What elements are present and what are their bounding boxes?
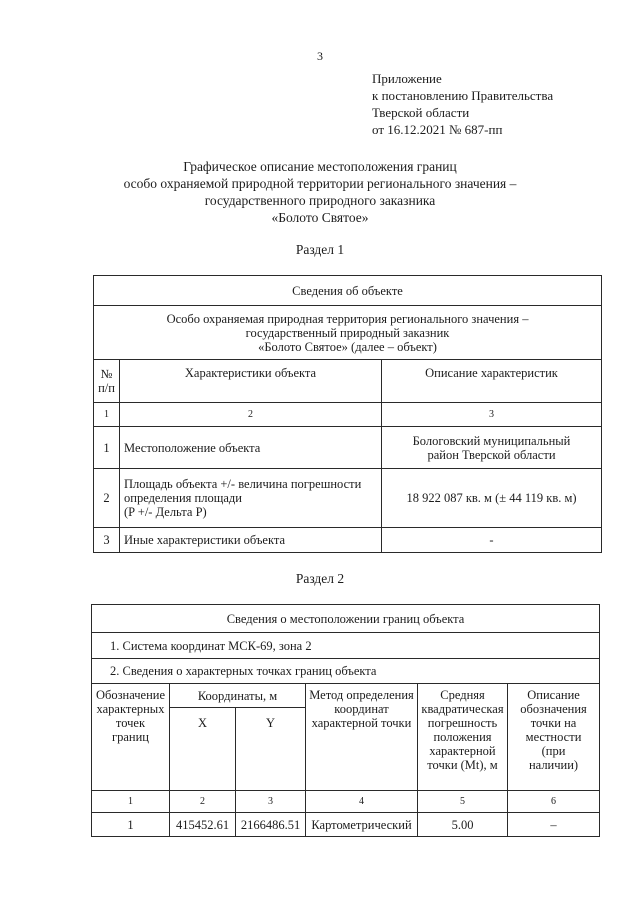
column-number: 2 (170, 791, 236, 813)
coord-system: 1. Система координат МСК-69, зона 2 (92, 633, 600, 659)
row-name (120, 469, 382, 528)
header-line: характерной (429, 744, 496, 758)
appendix-line: к постановлению Правительства (372, 88, 554, 103)
coord-system-row (92, 633, 600, 659)
page-number: 3 (317, 49, 323, 63)
table-caption-row (94, 276, 602, 306)
header-description (508, 684, 600, 791)
row-name-line: (P +/- Дельта P) (124, 505, 207, 519)
object-name-line: Особо охраняемая природная территория регионального значения – (166, 311, 529, 326)
row-name (120, 427, 382, 469)
column-number: 6 (508, 791, 600, 813)
header-description: Описание характеристик (382, 360, 602, 403)
table-row (92, 813, 600, 837)
table-row (94, 427, 602, 469)
row-number: 2 (94, 469, 120, 528)
row-number: 3 (94, 528, 120, 553)
header-line: (при (541, 744, 566, 758)
object-name-row (94, 306, 602, 360)
header-point (92, 684, 170, 791)
column-number: 4 (306, 791, 418, 813)
header-line: характерных (96, 702, 165, 716)
title-line: государственного природного заказника (204, 193, 436, 208)
header-line: Обозначение (95, 688, 166, 702)
section1-heading: Раздел 1 (295, 242, 345, 257)
title-line: «Болото Святое» (271, 210, 369, 225)
point-number: 1 (92, 813, 170, 837)
header-line: характерной точки (311, 716, 412, 730)
header-line: точки на (530, 716, 577, 730)
object-name-line: государственный природный заказник (245, 325, 450, 340)
point-description: – (508, 813, 600, 837)
column-number: 5 (418, 791, 508, 813)
header-line: координат (334, 702, 389, 716)
row-name (120, 528, 382, 553)
header-coordinates: Координаты, м (170, 684, 306, 708)
document-title (60, 158, 580, 226)
header-line: наличии) (528, 758, 579, 772)
title-line: особо охраняемой природной территории регионального значения – (123, 176, 517, 191)
column-number: 1 (92, 791, 170, 813)
table-caption: Сведения об объекте (94, 276, 602, 306)
point-method: Картометрический (306, 813, 418, 837)
point-error: 5.00 (418, 813, 508, 837)
column-number-row (92, 791, 600, 813)
appendix-line: от 16.12.2021 № 687-пп (372, 122, 503, 137)
row-value (382, 427, 602, 469)
column-number: 3 (236, 791, 306, 813)
header-line: точек (115, 716, 146, 730)
section2-heading: Раздел 2 (295, 571, 345, 586)
header-line: границ (112, 730, 149, 744)
column-number: 3 (382, 403, 602, 427)
coordinate-y: 2166486.51 (236, 813, 306, 837)
row-value-line: 18 922 087 кв. м (± 44 119 кв. м) (406, 491, 577, 505)
points-caption-row (92, 659, 600, 684)
header-line: обозначения (520, 702, 587, 716)
coordinate-x: 415452.61 (170, 813, 236, 837)
header-line: квадратическая (421, 702, 504, 716)
row-value (382, 528, 602, 553)
row-value-line: Бологовский муниципальный (412, 433, 571, 448)
points-caption: 2. Сведения о характерных точках границ объекта (92, 659, 600, 684)
header-num (94, 360, 120, 403)
header-method (306, 684, 418, 791)
row-name-line: определения площади (124, 491, 242, 505)
table-caption-row (92, 605, 600, 633)
header-line: положения (433, 730, 492, 744)
header-line: Описание (527, 688, 580, 702)
row-name-line: Иные характеристики объекта (124, 533, 286, 547)
boundary-points-table (91, 604, 600, 837)
header-y: Y (236, 708, 306, 791)
row-number: 1 (94, 427, 120, 469)
header-line: местности (525, 730, 582, 744)
header-characteristics: Характеристики объекта (120, 360, 382, 403)
table-row (94, 469, 602, 528)
object-name-cell (94, 306, 602, 360)
object-name-line: «Болото Святое» (далее – объект) (258, 339, 437, 354)
header-line: Метод определения (309, 688, 414, 702)
appendix-line: Тверской области (372, 105, 470, 120)
header-x: X (170, 708, 236, 791)
row-value-line: район Тверской области (427, 447, 556, 462)
column-number-row (94, 403, 602, 427)
title-line: Графическое описание местоположения границ (183, 159, 457, 174)
object-info-table (93, 275, 602, 553)
header-line: погрешность (427, 716, 498, 730)
table-header-row (94, 360, 602, 403)
header-num-line: № (100, 367, 113, 381)
table-row (94, 528, 602, 553)
appendix-block (372, 70, 553, 138)
appendix-line: Приложение (372, 71, 442, 86)
table-caption: Сведения о местоположении границ объекта (92, 605, 600, 633)
row-value (382, 469, 602, 528)
table-header-row (92, 684, 600, 708)
header-line: Средняя (440, 688, 485, 702)
row-value-line: - (489, 533, 494, 547)
row-name-line: Площадь объекта +/- величина погрешности (124, 477, 362, 491)
header-num-line: п/п (98, 381, 115, 395)
row-name-line: Местоположение объекта (124, 440, 261, 455)
column-number: 1 (94, 403, 120, 427)
column-number: 2 (120, 403, 382, 427)
header-error (418, 684, 508, 791)
header-line: точки (Mt), м (427, 758, 498, 772)
